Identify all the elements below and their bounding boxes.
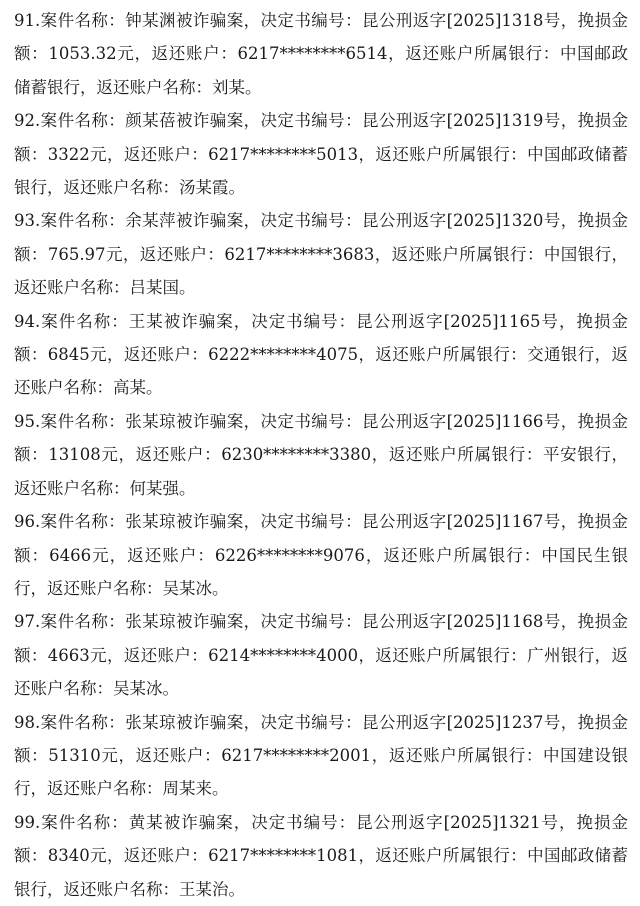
case-entry-94: 94.案件名称：王某被诈骗案，决定书编号：昆公刑返字[2025]1165号，挽损金额：6845元，返还账户：6222********4075，返还账户所属银行：交通银行，返还账户名称：高某。 [14, 311, 628, 398]
case-entry-93: 93.案件名称：余某萍被诈骗案，决定书编号：昆公刑返字[2025]1320号，挽损金额：765.97元，返还账户：6217********3683，返还账户所属银行：中国银行，返还账户名称：吕某国。 [14, 211, 628, 298]
case-entry-96: 96.案件名称：张某琼被诈骗案，决定书编号：昆公刑返字[2025]1167号，挽损金额：6466元，返还账户：6226********9076，返还账户所属银行：中国民生银行，返还账户名称：吴某冰。 [14, 512, 628, 598]
case-entry-99: 99.案件名称：黄某被诈骗案，决定书编号：昆公刑返字[2025]1321号，挽损金额：8340元，返还账户：6217********1081，返还账户所属银行：中国邮政储蓄银行，返还账户名称：王某治。 [14, 812, 628, 899]
case-entry-91: 91.案件名称：钟某渊被诈骗案，决定书编号：昆公刑返字[2025]1318号，挽损金额：1053.32元，返还账户：6217********6514，返还账户所属银行：中国邮政储蓄银行，返还账户名称：刘某。 [14, 11, 628, 97]
case-entry-98: 98.案件名称：张某琼被诈骗案，决定书编号：昆公刑返字[2025]1237号，挽损金额：51310元，返还账户：6217********2001，返还账户所属银行：中国建设银行，返还账户名称：周某来。 [14, 712, 628, 799]
document-body [14, 4, 628, 906]
case-entry-95: 95.案件名称：张某琼被诈骗案，决定书编号：昆公刑返字[2025]1166号，挽损金额：13108元，返还账户：6230********3380，返还账户所属银行：平安银行，返还账户名称：何某强。 [14, 411, 628, 498]
case-entry-92: 92.案件名称：颜某蓓被诈骗案，决定书编号：昆公刑返字[2025]1319号，挽损金额：3322元，返还账户：6217********5013，返还账户所属银行：中国邮政储蓄银行，返还账户名称：汤某霞。 [14, 111, 628, 198]
case-entry-97: 97.案件名称：张某琼被诈骗案，决定书编号：昆公刑返字[2025]1168号，挽损金额：4663元，返还账户：6214********4000，返还账户所属银行：广州银行，返还账户名称：吴某冰。 [14, 612, 628, 699]
